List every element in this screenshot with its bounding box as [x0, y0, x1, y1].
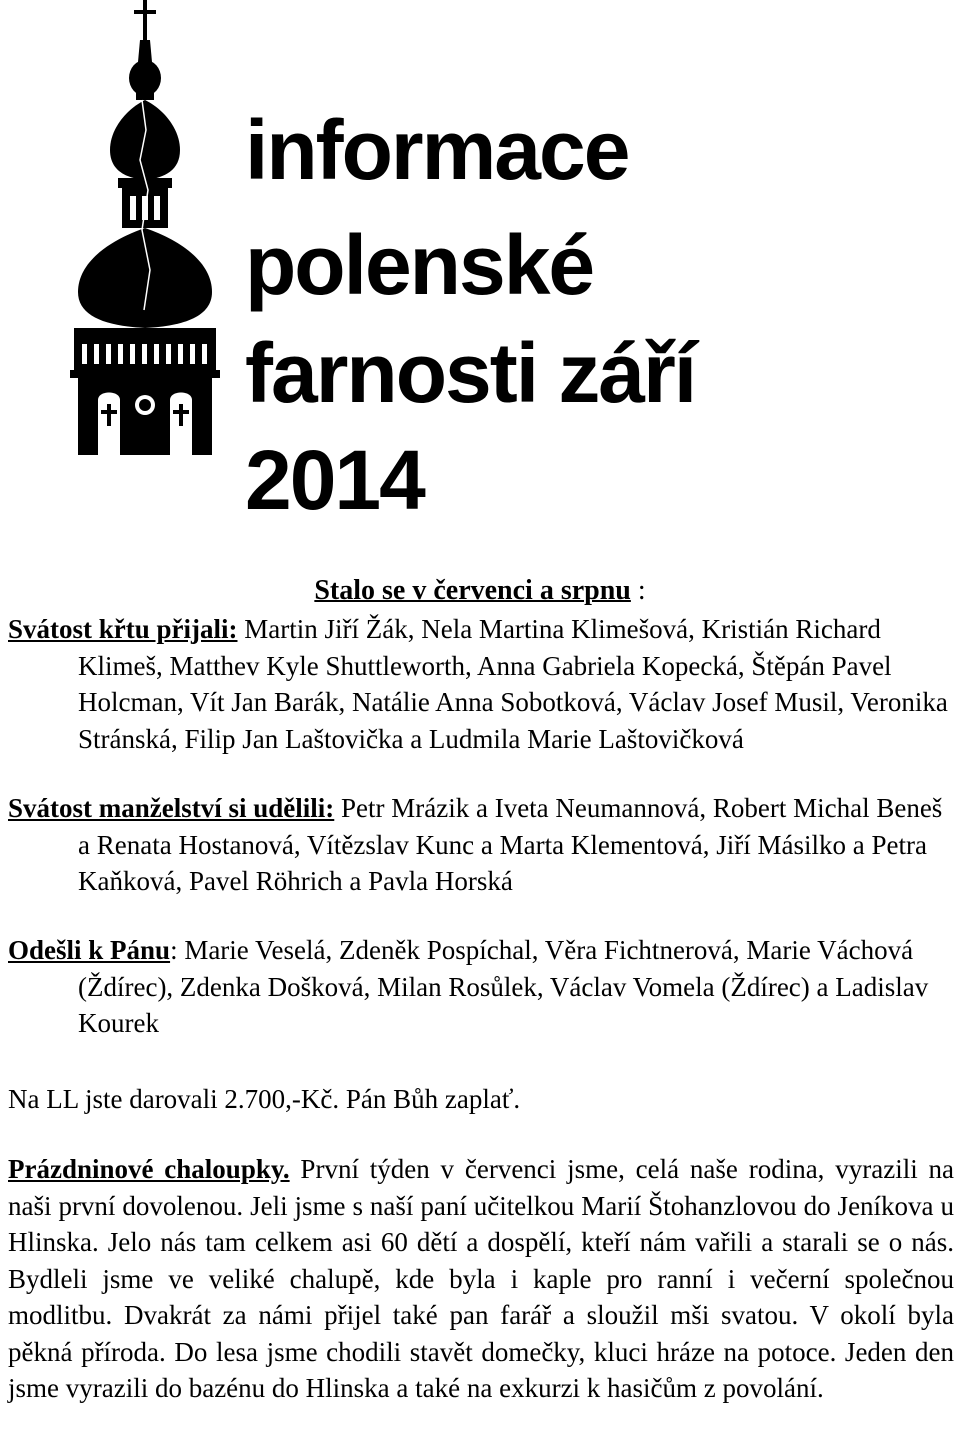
- marriage-label: Svátost manželství si udělili:: [8, 793, 335, 823]
- deaths-text: : Marie Veselá, Zdeněk Pospíchal, Věra Fichtnerová, Marie Váchová (Ždírec), Zdenka Došková, Milan Rosůlek, Václav Vomela (Ždírec) a Ladislav Kourek: [78, 935, 929, 1038]
- title-line-1: informace: [245, 103, 629, 197]
- section-heading-text: Stalo se v červenci a srpnu: [314, 575, 631, 606]
- article-title: Prázdninové chaloupky.: [8, 1154, 290, 1184]
- baptism-entry: [8, 611, 948, 757]
- title-line-4: 2014: [245, 433, 424, 527]
- marriage-entry: [8, 790, 948, 900]
- baptism-label: Svátost křtu přijali:: [8, 614, 238, 644]
- title-line-2: polenské: [245, 218, 594, 312]
- marriage-text: Petr Mrázik a Iveta Neumannová, Robert Michal Beneš a Renata Hostanová, Vítězslav Kunc a Marta Klementová, Jiří Másilko a Petra Kaňková, Pavel Röhrich a Pavla Horská: [78, 793, 943, 896]
- baptism-text: Martin Jiří Žák, Nela Martina Klimešová, Kristián Richard Klimeš, Matthev Kyle Shuttleworth, Anna Gabriela Kopecká, Štěpán Pavel Holcman, Vít Jan Barák, Natálie Anna Sobotková, Václav Josef Musil, Veronika Stránská, Filip Jan Laštovička a Ludmila Marie Laštovičková: [78, 614, 948, 754]
- article-body: První týden v červenci jsme, celá naše rodina, vyrazili na naši první dovolenou. Jeli jsme s naší paní učitelkou Marií Štohanzlovou do Jeníkova u Hlinska. Jelo nás tam celkem asi 60 dětí a dospělí, kteří nám vařili a starali se o nás. Bydleli jsme ve veliké chalupě, kde byla i kaple pro ranní i večerní společnou modlitbu. Dvakrát za námi přijel také pan farář a sloužil mši svatou. V okolí byla pěkná příroda. Do lesa jsme chodili stavět domečky, kluci hráze na potoce. Jeden den jsme vyrazili do bazénu do Hlinska a také na exkurzi k hasičům z povolání.: [8, 1154, 954, 1403]
- donation-note: Na LL jste darovali 2.700,-Kč. Pán Bůh zaplať.: [8, 1084, 521, 1114]
- church-tower-logo-icon: [70, 0, 220, 455]
- deaths-label: Odešli k Pánu: [8, 935, 171, 965]
- deaths-entry: [8, 932, 948, 1042]
- article: [8, 1151, 954, 1407]
- section-heading: [0, 573, 960, 609]
- title-line-3: farnosti září: [245, 326, 696, 420]
- section-heading-suffix: :: [630, 575, 646, 606]
